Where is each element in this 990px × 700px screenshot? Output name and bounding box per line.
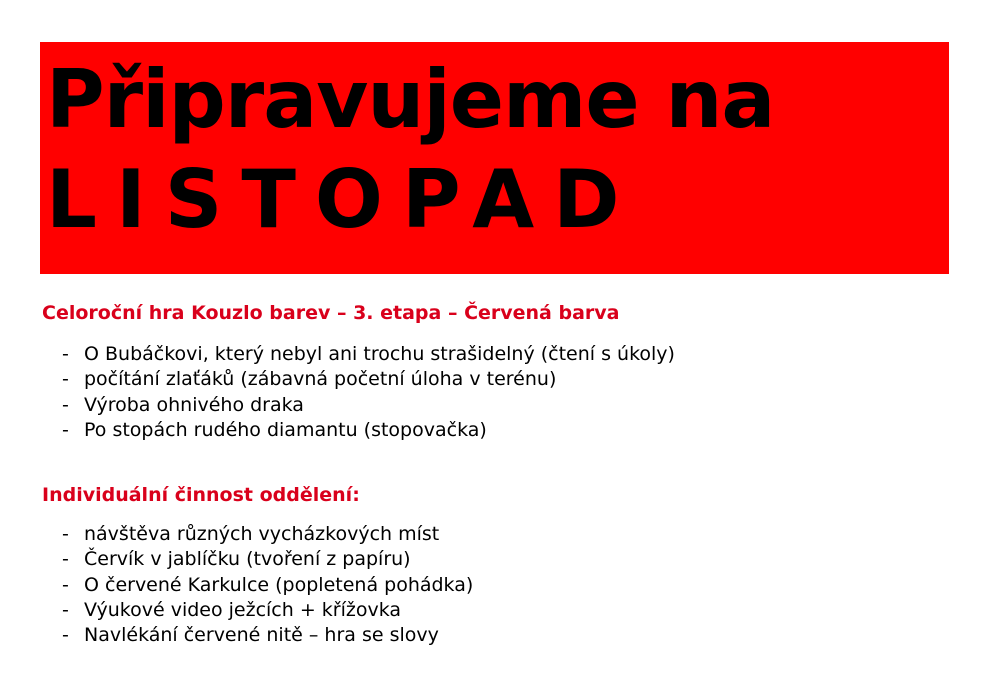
list-item bbox=[62, 342, 675, 367]
list-item-text: Navlékání červené nitě – hra se slovy bbox=[84, 624, 439, 647]
list-item-text: Červík v jablíčku (tvoření z papíru) bbox=[84, 548, 411, 571]
list-marker: - bbox=[62, 548, 69, 571]
list-item-text: počítání zlaťáků (zábavná početní úloha v terénu) bbox=[84, 368, 557, 391]
list-marker: - bbox=[62, 624, 69, 647]
list-marker: - bbox=[62, 598, 69, 621]
list-item bbox=[62, 522, 473, 547]
list-item bbox=[62, 367, 675, 392]
list-item bbox=[62, 598, 473, 623]
activity-list-individualni-cinnost bbox=[62, 522, 473, 648]
activity-list-celorocni-hra bbox=[62, 342, 675, 443]
section-heading-celorocni-hra: Celoroční hra Kouzlo barev – 3. etapa – Červená barva bbox=[42, 302, 620, 324]
list-item bbox=[62, 418, 675, 443]
list-marker: - bbox=[62, 368, 69, 391]
list-item-text: O červené Karkulce (popletená pohádka) bbox=[84, 573, 474, 596]
title-banner bbox=[40, 42, 949, 274]
section-heading-individualni-cinnost: Individuální činnost oddělení: bbox=[42, 484, 360, 506]
list-item-text: návštěva různých vycházkových míst bbox=[84, 523, 440, 545]
list-item bbox=[62, 547, 473, 572]
list-item bbox=[62, 623, 473, 648]
banner-title-line2: LISTOPAD bbox=[46, 153, 639, 246]
list-marker: - bbox=[62, 418, 69, 441]
list-item bbox=[62, 573, 473, 598]
list-marker: - bbox=[62, 393, 69, 416]
banner-title-line1: Připravujeme na bbox=[46, 53, 775, 146]
list-item bbox=[62, 393, 675, 418]
list-item-text: O Bubáčkovi, který nebyl ani trochu strašidelný (čtení s úkoly) bbox=[84, 343, 675, 365]
list-item-text: Výroba ohnivého draka bbox=[84, 393, 304, 416]
list-marker: - bbox=[62, 573, 69, 596]
list-item-text: Po stopách rudého diamantu (stopovačka) bbox=[84, 418, 487, 441]
list-item-text: Výukové video ježcích + křížovka bbox=[84, 598, 402, 621]
list-marker: - bbox=[62, 343, 69, 365]
list-marker: - bbox=[62, 523, 69, 545]
